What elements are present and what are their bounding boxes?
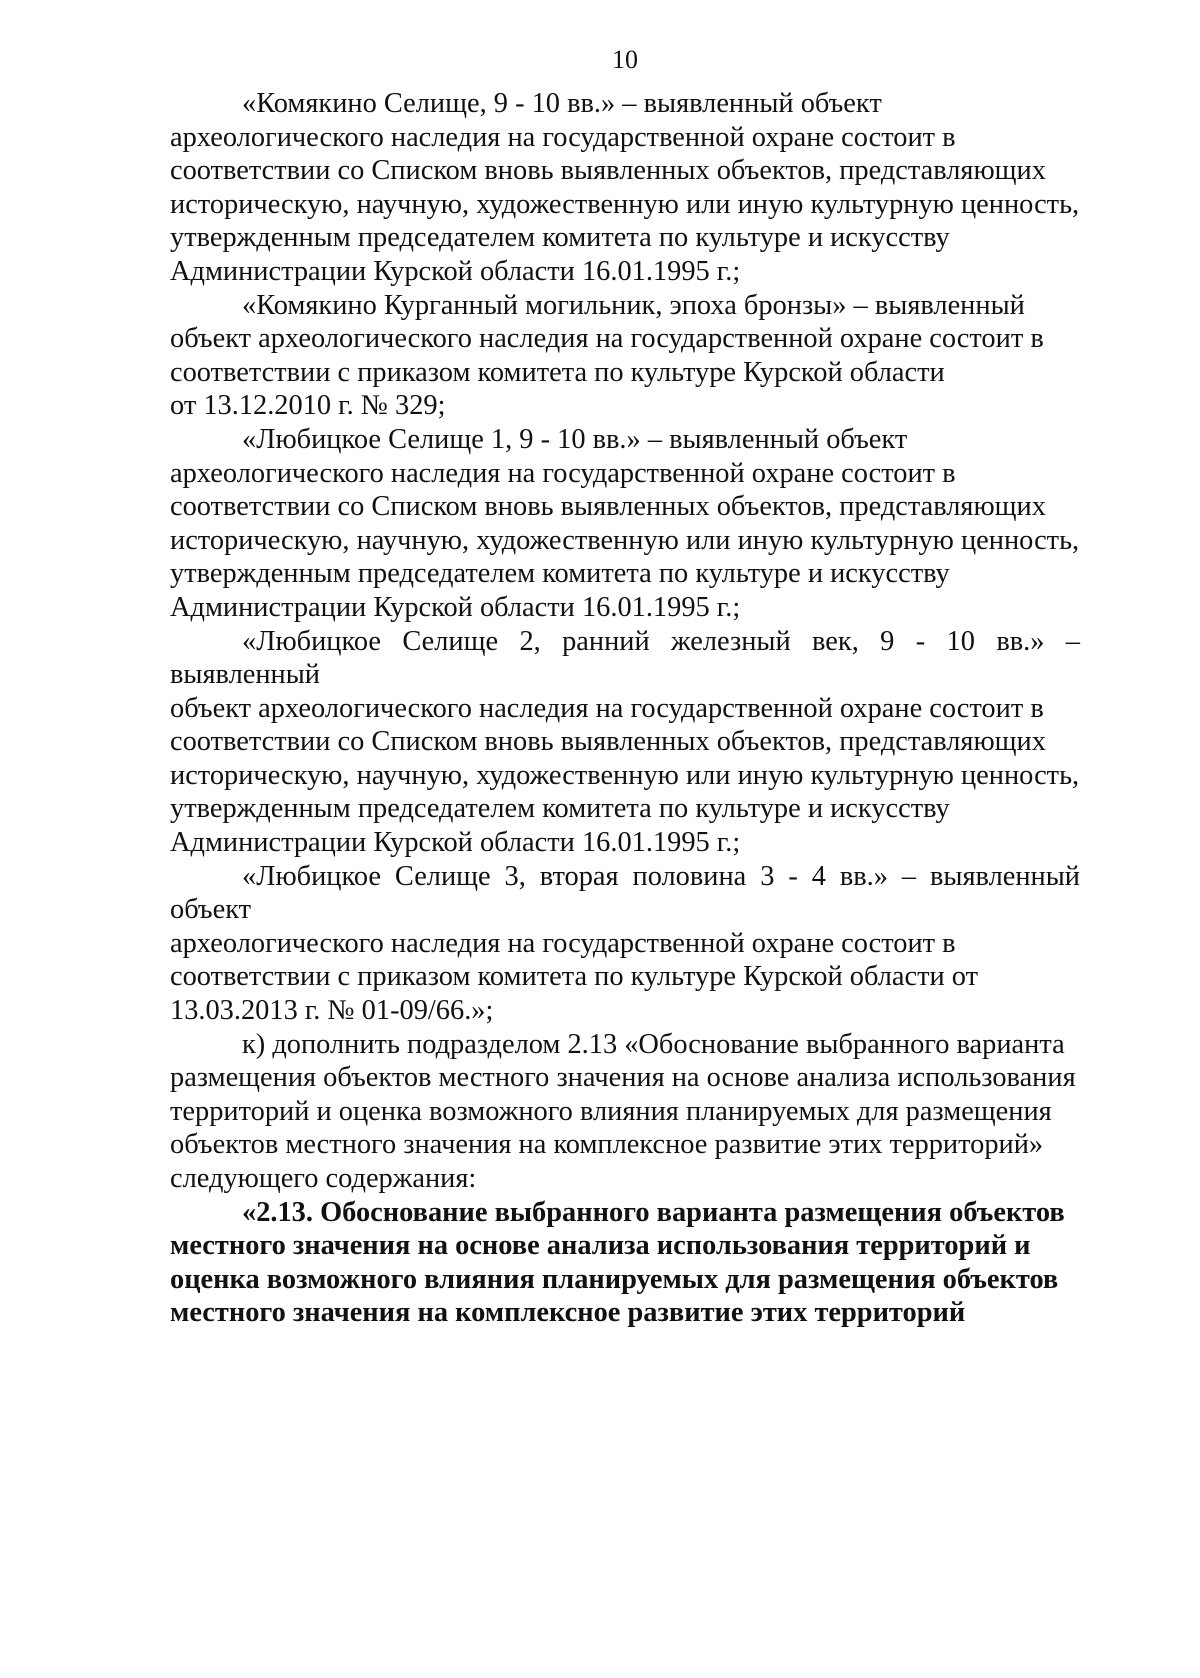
paragraph-komyakino-kurgan: «Комякино Курганный могильник, эпоха бронзы» – выявленный объект археологического наследия на государственной охране состоит в соответствии с приказом комитета по культуре Курской области от 13.12.2010 г. № 329; [170, 289, 1044, 422]
paragraph-lyubitskoe-selishche-2: «Любицкое Селище 2, ранний железный век, 9 - 10 вв.» – выявленный объект археологического наследия на государственной охране состоит в соответствии со Списком вновь выявленных объектов, представляющих историческую, научную, художественную или иную культурную ценность, утвержденным председателем комитета по культуре и искусству Администрации Курской области 16.01.1995 г.; [170, 625, 1080, 859]
section-heading-2-13: «2.13. Обоснование выбранного варианта размещения объектов местного значения на основе анализа использования территорий и оценка возможного влияния планируемых для размещения объектов местного значения на комплексное развитие этих территорий [170, 1196, 1065, 1329]
page-number: 10 [612, 45, 638, 74]
paragraph-lyubitskoe-selishche-1: «Любицкое Селище 1, 9 - 10 вв.» – выявленный объект археологического наследия на государственной охране состоит в соответствии со Списком вновь выявленных объектов, представляющих историческую, научную, художественную или иную культурную ценность, утвержденным председателем комитета по культуре и искусству Администрации Курской области 16.01.1995 г.; [170, 423, 1080, 623]
paragraph-lyubitskoe-selishche-3: «Любицкое Селище 3, вторая половина 3 - 4 вв.» – выявленный объект археологического наследия на государственной охране состоит в соответствии с приказом комитета по культуре Курской области от 13.03.2013 г. № 01-09/66.»; [170, 860, 1080, 1027]
paragraph-amendment-k: к) дополнить подразделом 2.13 «Обоснование выбранного варианта размещения объектов местного значения на основе анализа использования территорий и оценка возможного влияния планируемых для размещения объектов местного значения на комплексное развитие этих территорий» следующего содержания: [170, 1028, 1076, 1194]
document-body [170, 87, 1080, 1330]
paragraph-komyakino-selishche: «Комякино Селище, 9 - 10 вв.» – выявленный объект археологического наследия на государственной охране состоит в соответствии со Списком вновь выявленных объектов, представляющих историческую, научную, художественную или иную культурную ценность, утвержденным председателем комитета по культуре и искусству Администрации Курской области 16.01.1995 г.; [170, 88, 1080, 287]
